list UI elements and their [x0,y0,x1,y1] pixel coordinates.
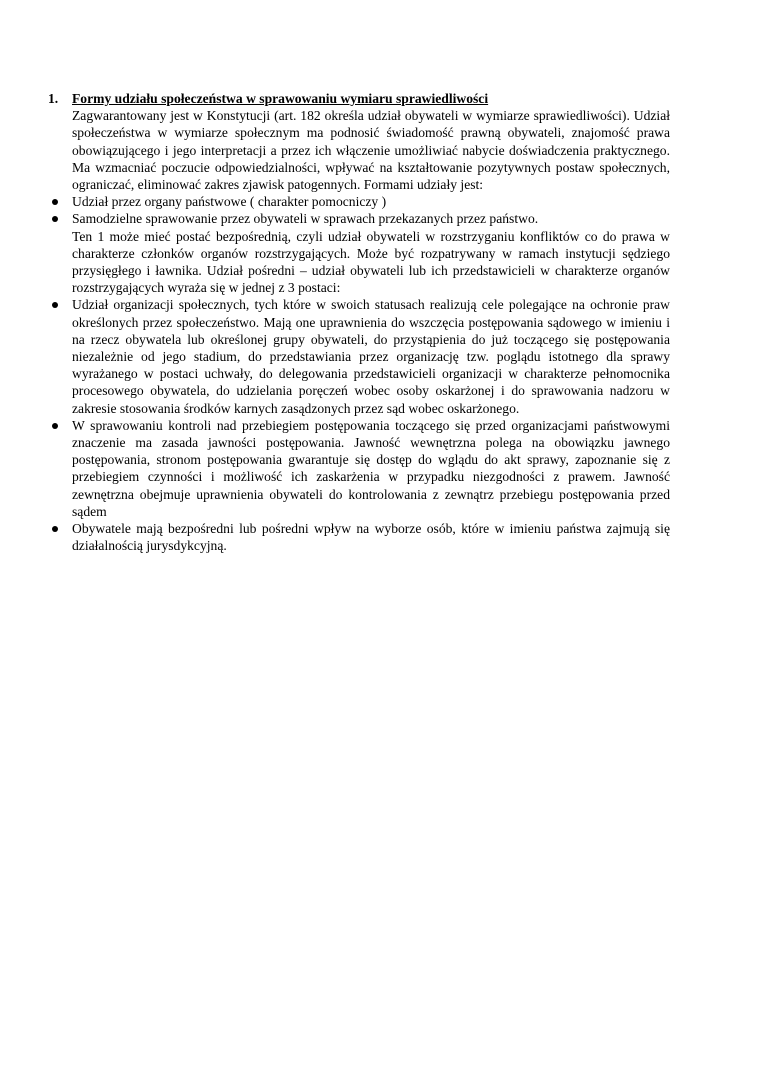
section-number: 1. [48,91,59,106]
bullet-item [72,193,670,210]
bullet-text: Udział organizacji społecznych, tych które w swoich statusach realizują cele polegające na ochronie praw określonych przez społeczeństwo. Mają one uprawnienia do wszczęcia postępowania sądowego w imieniu i na rzecz obywatela lub określonej grupy obywateli, do przystąpienia do już toczącego się postępowania niezależnie od jego stadium, do przedstawiania przez organizację tzw. poglądu istotnego dla sprawy wyrażanego w postaci uchwały, do delegowania przedstawicieli organizacji w charakterze pełnomocnika procesowego obywatela, do udzielania poręczeń wobec osoby oskarżonej i do sprawowania nadzoru w zakresie stosowania środków karnych zasądzonych przez sąd wobec oskarżonego. [72,297,670,416]
bullet-text: Obywatele mają bezpośredni lub pośredni wpływ na wyborze osób, które w imieniu państwa zajmują się działalnością jurysdykcyjną. [72,521,670,554]
bullet-icon [52,526,58,532]
bullet-icon [52,199,58,205]
continuation-paragraph: Ten 1 może mieć postać bezpośrednią, czyli udział obywateli w rozstrzyganiu konfliktów co do prawa w charakterze członków organów rozstrzygających. Może być rozpatrywany w ramach instytucji sędziego przysięgłego i ławnika. Udział pośredni – udział obywateli lub ich przedstawicieli w charakterze organów rozstrzygających wyraża się w jednej z 3 postaci: [72,228,670,296]
bullet-item [72,417,670,520]
bullet-icon [52,423,58,429]
bullet-text: W sprawowaniu kontroli nad przebiegiem postępowania toczącego się przed organizacjami państwowymi znaczenie ma zasada jawności postępowania. Jawność wewnętrzna polega na obowiązku jawnego postępowania, stronom postępowania gwarantuje się dostęp do wglądu do akt sprawy, zapoznanie się z przebiegiem czynności i możliwość ich zaskarżenia w przypadku niezgodności z prawem. Jawność zewnętrzna obejmuje uprawnienia obywateli do kontrolowania z zewnątrz przebiegu postępowania przed sądem [72,417,670,519]
bullet-text: Udział przez organy państwowe ( charakter pomocniczy ) [72,194,387,210]
section-title: Formy udziału społeczeństwa w sprawowaniu wymiaru sprawiedliwości [72,91,489,106]
bullet-item [72,210,670,227]
section-heading [48,90,670,107]
bullet-icon [52,302,58,308]
bullet-text: Samodzielne sprawowanie przez obywateli w sprawach przekazanych przez państwo. [72,211,539,227]
bullet-icon [52,216,58,222]
bullet-item [72,520,670,554]
document-content [48,90,670,554]
intro-paragraph: Zagwarantowany jest w Konstytucji (art. 182 określa udział obywateli w wymiarze sprawiedliwości). Udział społeczeństwa w wymiarze społecznym ma podnosić świadomość prawną obywateli, znajomość prawa obowiązującego i jego interpretacji a przez ich włączenie umożliwiać nabycie doświadczenia praktycznego. Ma wzmacniać poczucie odpowiedzialności, wpływać na kształtowanie pozytywnych postaw społecznych, ograniczać, eliminować zakres zjawisk patogennych. Formami udziały jest: [72,108,670,193]
bullet-item [72,296,670,416]
